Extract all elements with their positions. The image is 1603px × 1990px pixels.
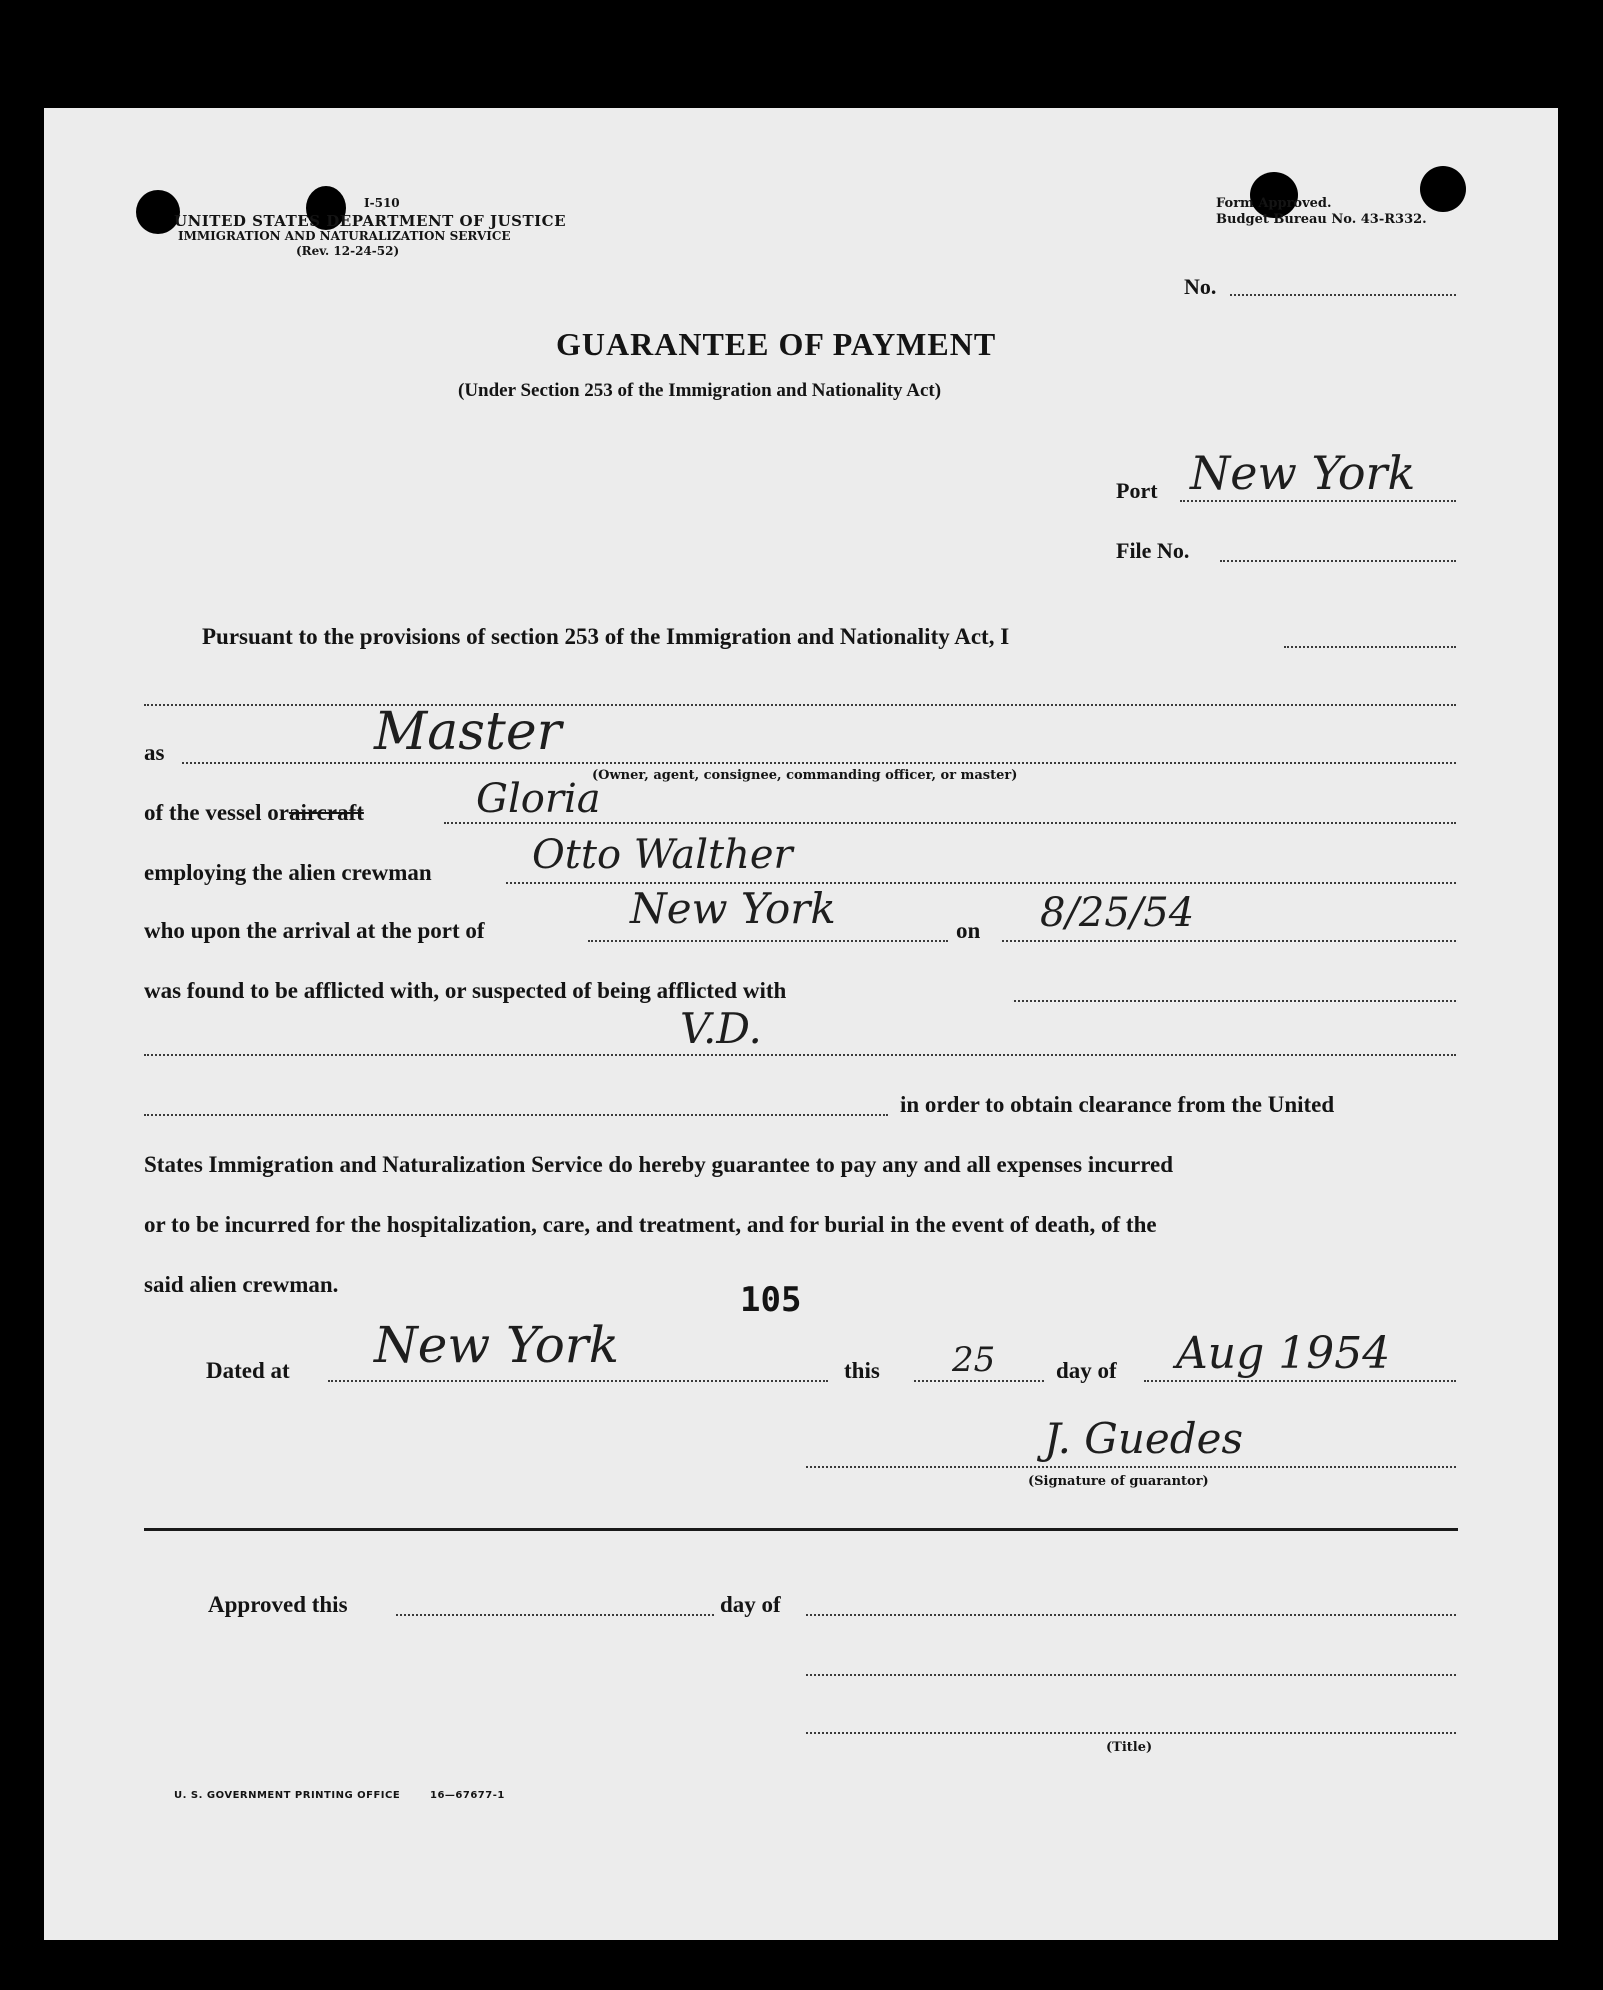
- guarantee-text-line-3: or to be incurred for the hospitalization, care, and treatment, and for burial in the event of death, of the: [144, 1212, 1157, 1237]
- guarantor-name-field-cont[interactable]: [144, 704, 1456, 706]
- number-field[interactable]: [1230, 294, 1456, 296]
- approved-month-field[interactable]: [806, 1614, 1456, 1616]
- department-name: UNITED STATES DEPARTMENT OF JUSTICE: [174, 212, 567, 230]
- arrival-date-handwritten: 8/25/54: [1040, 890, 1195, 936]
- dated-place-field[interactable]: [328, 1380, 828, 1382]
- printer-code: 16—67677-1: [430, 1790, 505, 1801]
- day-of-label: day of: [1056, 1358, 1117, 1383]
- affliction-handwritten: V.D.: [680, 1004, 762, 1053]
- affliction-field-cont[interactable]: [144, 1054, 1456, 1056]
- revision-date: (Rev. 12-24-52): [296, 244, 400, 258]
- vessel-handwritten: Gloria: [476, 776, 601, 822]
- month-year-field[interactable]: [1144, 1380, 1456, 1382]
- arrival-port-handwritten: New York: [630, 884, 836, 933]
- port-label: Port: [1116, 478, 1158, 503]
- vessel-label-struck: aircraft: [289, 800, 364, 825]
- form-approved: Form Approved.: [1216, 196, 1332, 211]
- pursuant-text: Pursuant to the provisions of section 253 of the Immigration and Nationality Act, I: [202, 624, 1010, 649]
- approved-day-of-label: day of: [720, 1592, 781, 1617]
- signature-field[interactable]: [806, 1466, 1456, 1468]
- vessel-label: [144, 800, 364, 826]
- approver-title-field[interactable]: [806, 1732, 1456, 1734]
- approved-day-field[interactable]: [396, 1614, 714, 1616]
- guarantee-text-line-4: said alien crewman.: [144, 1272, 339, 1297]
- port-handwritten: New York: [1190, 446, 1416, 500]
- form-sheet: [44, 108, 1558, 1940]
- guarantee-text-line-2: States Immigration and Naturalization Service do hereby guarantee to pay any and all expenses incurred: [144, 1152, 1174, 1177]
- stamp-number: 105: [740, 1280, 802, 1320]
- guarantor-name-field[interactable]: [1284, 646, 1456, 648]
- port-field[interactable]: [1180, 500, 1456, 502]
- dated-at-label: Dated at: [206, 1358, 290, 1383]
- vessel-label-text: of the vessel or: [144, 800, 289, 825]
- arrival-label: who upon the arrival at the port of: [144, 918, 485, 943]
- capacity-handwritten: Master: [374, 702, 562, 762]
- form-subtitle: (Under Section 253 of the Immigration and Nationality Act): [458, 380, 942, 401]
- arrival-port-field[interactable]: [588, 940, 948, 942]
- vessel-field[interactable]: [444, 822, 1456, 824]
- approver-signature-field[interactable]: [806, 1674, 1456, 1676]
- dated-place-handwritten: New York: [374, 1316, 619, 1374]
- form-number: I-510: [364, 196, 400, 210]
- capacity-field[interactable]: [182, 762, 1456, 764]
- afflicted-label: was found to be afflicted with, or suspected of being afflicted with: [144, 978, 787, 1003]
- month-year-handwritten: Aug 1954: [1176, 1328, 1391, 1379]
- service-name: IMMIGRATION AND NATURALIZATION SERVICE: [178, 229, 511, 243]
- approved-this-label: Approved this: [208, 1592, 348, 1617]
- form-title: GUARANTEE OF PAYMENT: [556, 326, 997, 362]
- signature-caption: (Signature of guarantor): [1028, 1474, 1209, 1489]
- punch-hole: [1420, 166, 1466, 212]
- section-divider: [144, 1528, 1458, 1531]
- affliction-field[interactable]: [1014, 1000, 1456, 1002]
- printer-name: U. S. GOVERNMENT PRINTING OFFICE: [174, 1790, 401, 1801]
- crewman-label: employing the alien crewman: [144, 860, 432, 885]
- file-number-field[interactable]: [1220, 560, 1456, 562]
- signature-handwritten: J. Guedes: [1044, 1414, 1244, 1463]
- capacity-caption: (Owner, agent, consignee, commanding officer, or master): [592, 768, 1018, 783]
- title-caption: (Title): [1106, 1740, 1153, 1755]
- this-label: this: [844, 1358, 880, 1383]
- clearance-text: in order to obtain clearance from the United: [900, 1092, 1335, 1117]
- number-label: No.: [1184, 274, 1217, 299]
- affliction-field-cont2[interactable]: [144, 1114, 888, 1116]
- arrival-date-field[interactable]: [1002, 940, 1456, 942]
- budget-bureau-number: Budget Bureau No. 43-R332.: [1216, 212, 1427, 227]
- as-label: as: [144, 740, 165, 765]
- day-field[interactable]: [914, 1380, 1044, 1382]
- day-handwritten: 25: [952, 1340, 996, 1380]
- arrival-on-label: on: [956, 918, 981, 943]
- crewman-handwritten: Otto Walther: [532, 832, 793, 878]
- file-number-label: File No.: [1116, 538, 1190, 563]
